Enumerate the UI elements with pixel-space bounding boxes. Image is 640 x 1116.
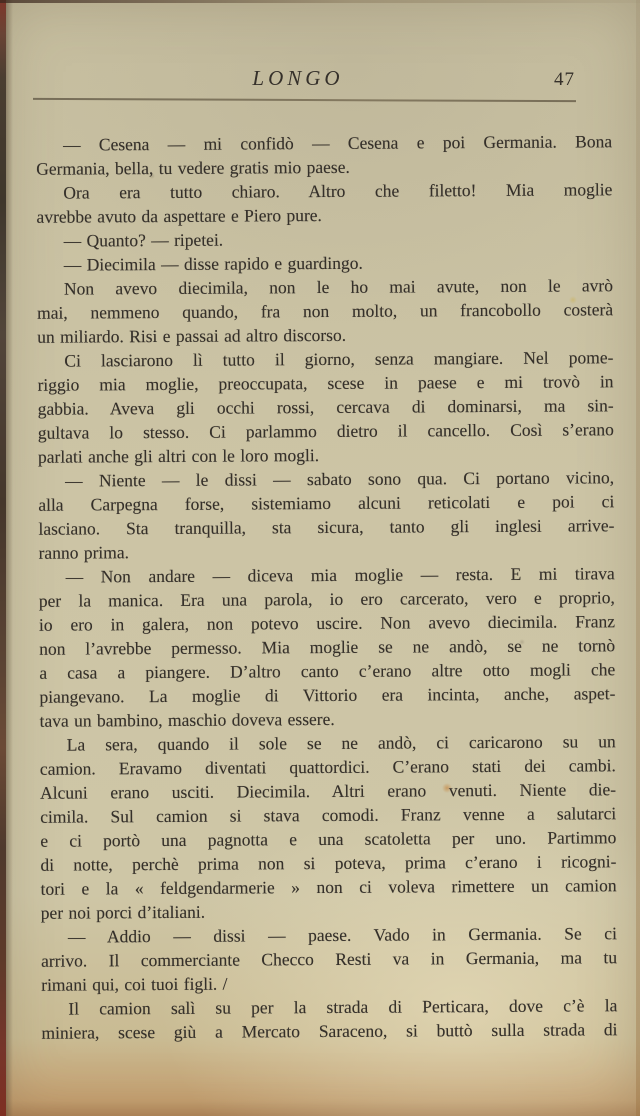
text-line: — Non andare — diceva mia moglie — resta. E mi tirava [65, 563, 615, 587]
text-line: gabbia. Aveva gli occhi rossi, cercava di dominarsi, ma sin- [37, 395, 614, 419]
text-line: piangevano. La moglie di Vittorio era incinta, anche, aspet- [39, 683, 616, 707]
text-line: gultava lo stesso. Ci parlammo dietro il cancello. Così s’erano [37, 419, 614, 443]
page-left-edge-shadow [0, 0, 6, 1116]
header-rule [33, 98, 576, 102]
text-line: miniera, scese giù a Mercato Saraceno, si buttò sulla strada di [41, 1019, 618, 1043]
page-right-edge-shadow [636, 0, 640, 1116]
text-line: tava un bambino, maschio doveva essere. [39, 708, 335, 731]
text-line: Alcuni erano usciti. Diecimila. Altri erano venuti. Niente die- [39, 779, 617, 803]
text-line: arrivo. Il commerciante Checco Resti va in Germania, ma tu [41, 947, 618, 971]
text-block [36, 129, 618, 1045]
text-line: — Niente — le dissi — sabato sono qua. Ci portano vicino, [65, 467, 615, 491]
text-line: io ero in galera, non potevo uscire. Non avevo diecimila. Franz [38, 611, 616, 635]
text-line: alla Carpegna forse, sistemiamo alcuni reticolati e poi ci [38, 491, 615, 515]
text-line: per la manica. Era una parola, io ero carcerato, vero e proprio, [38, 587, 615, 611]
text-line: avrebbe avuto da aspettare e Piero pure. [36, 205, 322, 227]
text-line: — Cesena — mi confidò — Cesena e poi Germania. Bona [63, 131, 613, 155]
text-line: mai, nemmeno quando, fra non molto, un francobollo costerà [37, 299, 614, 323]
text-line: — Addio — dissi — paese. Vado in Germania. Se ci [67, 923, 617, 947]
text-line: ranno prima. [38, 542, 130, 563]
text-line: Il camion salì su per la strada di Perticara, dove c’è la [68, 995, 618, 1019]
text-line: e ci portò una pagnotta e una scatoletta per uno. Partimmo [40, 827, 617, 851]
text-line: riggio mia moglie, preoccupata, scese in paese e mi trovò in [37, 371, 614, 395]
text-line: tori e la « feldgendarmerie » non ci voleva rimettere un camion [40, 875, 617, 899]
text-line: Ci lasciarono lì tutto il giorno, senza mangiare. Nel pome- [64, 347, 614, 371]
text-line: di notte, perchè prima non si poteva, prima c’erano i ricogni- [40, 851, 617, 875]
text-line: La sera, quando il sole se ne andò, ci caricarono su un [66, 731, 616, 755]
text-line: — Quanto? — ripetei. [63, 229, 224, 251]
text-line: — Diecimila — disse rapido e guardingo. [63, 252, 363, 275]
text-line: rimani qui, coi tuoi figli. / [41, 973, 228, 995]
text-line: Ora era tutto chiaro. Altro che filetto! Mia moglie [63, 179, 613, 203]
page-number: 47 [554, 69, 575, 90]
text-line: parlati anche gli altri con le loro mogli. [37, 445, 320, 467]
text-line: un miliardo. Risi e passai ad altro discorso. [37, 324, 347, 347]
text-line: Germania, bella, tu vedere gratis mio paese. [36, 156, 350, 179]
text-line: camion. Eravamo diventati quattordici. C’erano stati dei cambi. [39, 755, 616, 779]
text-line: Non avevo diecimila, non le ho mai avute, non le avrò [63, 275, 614, 299]
text-line: cimila. Sul camion si stava comodi. Franz venne a salutarci [40, 803, 617, 827]
running-title: LONGO [252, 66, 344, 90]
text-line: non l’avrebbe permesso. Mia moglie se ne andò, se ne tornò [39, 635, 616, 659]
text-line: lasciano. Sta tranquilla, sta sicura, tanto gli inglesi arrive- [38, 515, 615, 539]
text-line: a casa a piangere. D’altro canto c’erano altre otto mogli che [39, 659, 616, 683]
page-top-edge-shadow [0, 0, 640, 3]
text-line: per noi porci d’italiani. [40, 901, 206, 923]
